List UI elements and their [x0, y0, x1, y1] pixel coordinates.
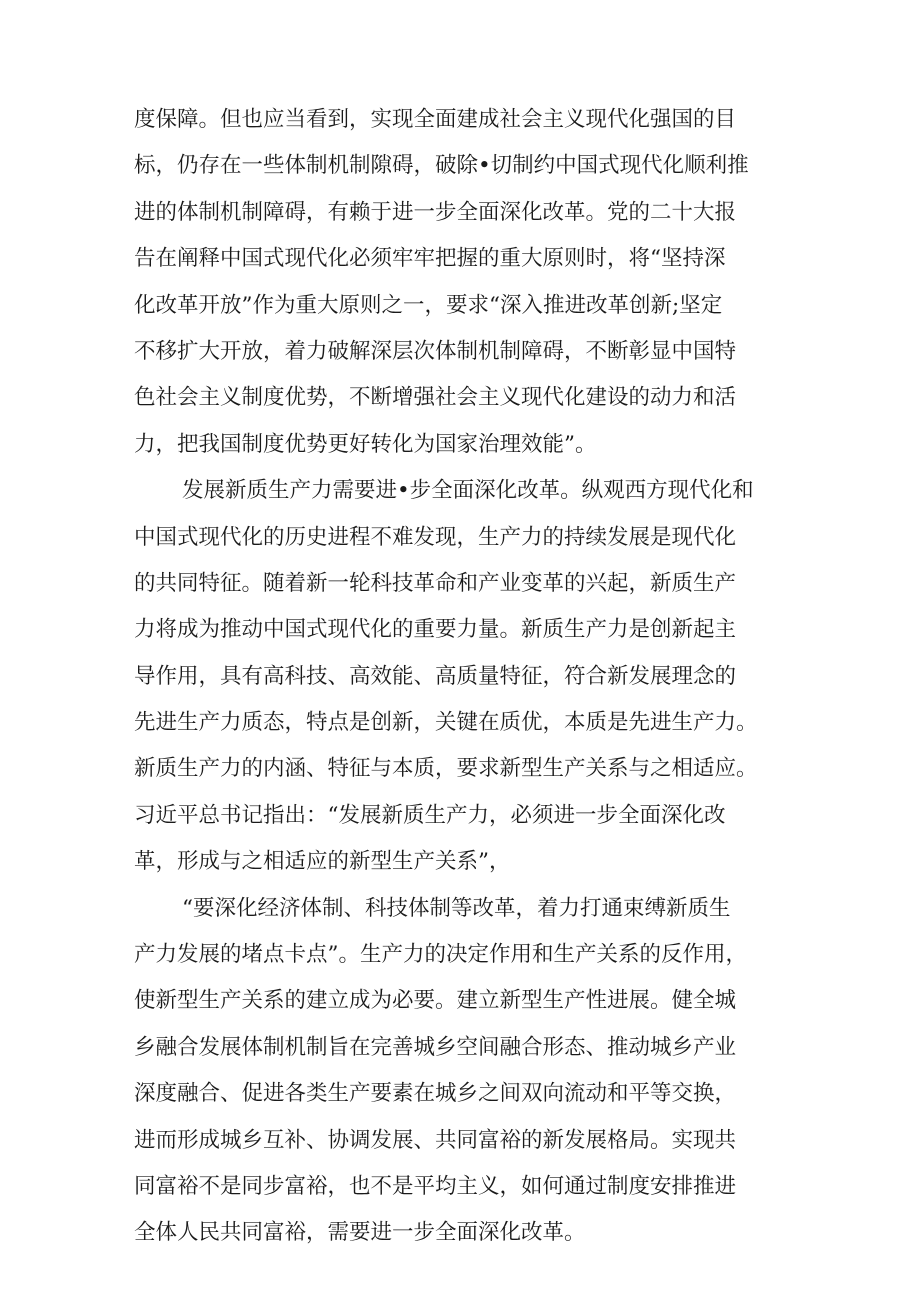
text-line: 使新型生产关系的建立成为必要。建立新型生产性进展。健全城	[134, 988, 737, 1014]
text-line: 同富裕不是同步富裕，也不是平均主义，如何通过制度安排推进	[134, 1173, 737, 1199]
text-line: 新质生产力的内涵、特征与本质，要求新型生产关系与之相适应。	[134, 756, 758, 782]
text-line: 产力发展的堵点卡点”。生产力的决定作用和生产关系的反作用，	[134, 942, 747, 968]
text-line: 标，仍存在一些体制机制隙碍，破除•切制约中国式现代化顺利推	[134, 153, 749, 179]
text-line: 告在阐释中国式现代化必须牢牢把握的重大原则时，将“坚持深	[134, 246, 726, 272]
text-line: “要深化经济体制、科技体制等改革，着力打通束缚新质生	[182, 895, 731, 921]
text-line: 乡融合发展体制机制旨在完善城乡空间融合形态、推动城乡产业	[134, 1034, 737, 1060]
text-line: 革，形成与之相适应的新型生产关系”，	[134, 849, 511, 875]
text-line: 力将成为推动中国式现代化的重要力量。新质生产力是创新起主	[134, 617, 737, 643]
text-line: 发展新质生产力需要进•步全面深化改革。纵观西方现代化和	[182, 478, 754, 504]
text-line: 不移扩大开放，着力破解深层次体制机制障碍，不断彰显中国特	[134, 338, 737, 364]
text-line: 化改革开放”作为重大原则之一，要求“深入推进改革创新;坚定	[134, 292, 723, 318]
text-line: 进的体制机制障碍，有赖于进一步全面深化改革。党的二十大报	[134, 199, 737, 225]
document-page	[134, 97, 794, 1257]
paragraph-1	[134, 97, 794, 468]
text-line: 色社会主义制度优势，不断增强社会主义现代化建设的动力和活	[134, 385, 737, 411]
text-line: 进而形成城乡互补、协调发展、共同富裕的新发展格局。实现共	[134, 1127, 737, 1153]
text-line: 导作用，具有高科技、高效能、高质量特征，符合新发展理念的	[134, 663, 737, 689]
text-line: 全体人民共同富裕，需要进一步全面深化改革。	[134, 1220, 586, 1246]
text-line: 度保障。但也应当看到，实现全面建成社会主义现代化强国的目	[134, 107, 737, 132]
text-line: 中国式现代化的历史进程不难发现，生产力的持续发展是现代化	[134, 524, 737, 550]
paragraph-3	[134, 886, 794, 1257]
paragraph-2	[134, 468, 794, 886]
text-line: 力，把我国制度优势更好转化为国家治理效能”。	[134, 431, 597, 457]
text-line: 先进生产力质态，特点是创新，关键在质优，本质是先进生产力。	[134, 710, 758, 736]
text-line: 习近平总书记指出：“发展新质生产力，必须进一步全面深化改	[134, 802, 726, 828]
text-line: 的共同特征。随着新一轮科技革命和产业变革的兴起，新质生产	[134, 570, 737, 596]
text-line: 深度融合、促进各类生产要素在城乡之间双向流动和平等交换，	[134, 1081, 737, 1107]
